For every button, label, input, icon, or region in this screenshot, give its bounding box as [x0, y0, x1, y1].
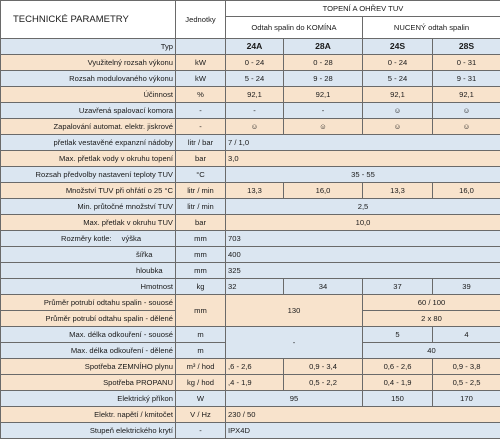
table-row: [1, 167, 500, 183]
cell-value: 3,0: [226, 151, 500, 167]
row-label: Max. délka odkouření - souosé: [1, 327, 176, 343]
row-unit: %: [176, 87, 226, 103]
cell-value: 703: [226, 231, 500, 247]
cell-value: 39: [433, 279, 500, 295]
cell-value: 0,5 - 2,2: [284, 375, 363, 391]
row-label: Spotřeba PROPANU: [1, 375, 176, 391]
row-unit: m³ / hod: [176, 359, 226, 375]
cell-value: 2 x 80: [363, 311, 500, 327]
cell-value: 7 / 1,0: [226, 135, 500, 151]
table-row: [1, 375, 500, 391]
cell-value: 5 - 24: [363, 71, 433, 87]
chimney-exhaust-header: Odtah spalin do KOMÍNA: [226, 17, 363, 39]
row-unit: bar: [176, 151, 226, 167]
cell-value: 0,9 - 3,4: [284, 359, 363, 375]
smiley-icon: ☺: [363, 103, 433, 119]
cell-value: 13,3: [226, 183, 284, 199]
row-label: Max. přetlak v okruhu TUV: [1, 215, 176, 231]
table-row: [1, 231, 500, 247]
table-row: [1, 279, 500, 295]
row-unit: litr / bar: [176, 135, 226, 151]
cell-value: 13,3: [363, 183, 433, 199]
cell-value: 92,1: [363, 87, 433, 103]
row-label: Rozsah předvolby nastavení teploty TUV: [1, 167, 176, 183]
row-label: šířka: [1, 247, 176, 263]
table-row: [1, 327, 500, 343]
cell-value: 0 - 31: [433, 55, 500, 71]
cell-value: 4: [433, 327, 500, 343]
cell-value: 400: [226, 247, 500, 263]
cell-value: 10,0: [226, 215, 500, 231]
row-unit: mm: [176, 231, 226, 247]
cell-value: -: [226, 327, 363, 359]
row-unit: W: [176, 391, 226, 407]
forced-exhaust-header: NUCENÝ odtah spalin: [363, 17, 500, 39]
row-unit: mm: [176, 247, 226, 263]
group-header: TOPENÍ A OHŘEV TUV: [226, 1, 500, 17]
dimensions-label: Rozměry kotle:: [61, 234, 112, 243]
smiley-icon: ☺: [363, 119, 433, 135]
table-row: [1, 247, 500, 263]
row-label: Průměr potrubí odtahu spalin - souosé: [1, 295, 176, 311]
type-row: [1, 39, 500, 55]
row-unit: mm: [176, 263, 226, 279]
row-label: Průměr potrubí odtahu spalin - dělené: [1, 311, 176, 327]
row-unit: litr / min: [176, 199, 226, 215]
cell-value: 92,1: [433, 87, 500, 103]
cell-value: 35 - 55: [226, 167, 500, 183]
row-label: Hmotnost: [1, 279, 176, 295]
row-label: Min. průtočné množství TUV: [1, 199, 176, 215]
row-unit: V / Hz: [176, 407, 226, 423]
table-row: [1, 71, 500, 87]
row-unit: m: [176, 327, 226, 343]
row-label: Max. délka odkouření - dělené: [1, 343, 176, 359]
cell-value: 92,1: [284, 87, 363, 103]
row-unit: m: [176, 343, 226, 359]
row-unit: kW: [176, 71, 226, 87]
cell-value: 150: [363, 391, 433, 407]
row-label: Typ: [1, 39, 176, 55]
row-unit: bar: [176, 215, 226, 231]
units-header: Jednotky: [176, 1, 226, 39]
row-label: Množství TUV při ohřátí o 25 °C: [1, 183, 176, 199]
table-row: [1, 119, 500, 135]
row-unit: °C: [176, 167, 226, 183]
table-row: [1, 263, 500, 279]
row-unit: -: [176, 423, 226, 439]
table-row: [1, 423, 500, 439]
cell-value: 2,5: [226, 199, 500, 215]
cell-value: 9 - 28: [284, 71, 363, 87]
table-row: [1, 87, 500, 103]
row-label: Využitelný rozsah výkonu: [1, 55, 176, 71]
row-unit: kg / hod: [176, 375, 226, 391]
model-28s: 28S: [433, 39, 500, 55]
row-label: Účinnost: [1, 87, 176, 103]
cell-value: 0,5 - 2,5: [433, 375, 500, 391]
table-row: [1, 103, 500, 119]
cell-value: 5 - 24: [226, 71, 284, 87]
row-label: Max. přetlak vody v okruhu topení: [1, 151, 176, 167]
cell-value: 5: [363, 327, 433, 343]
cell-value: 32: [226, 279, 284, 295]
table-row: [1, 135, 500, 151]
table-title: TECHNICKÉ PARAMETRY: [1, 1, 176, 39]
cell-value: IPX4D: [226, 423, 500, 439]
row-label: Elektr. napětí / kmitočet: [1, 407, 176, 423]
table-row: [1, 391, 500, 407]
cell-value: 16,0: [284, 183, 363, 199]
cell-value: 95: [226, 391, 363, 407]
table-row: [1, 55, 500, 71]
row-label: Rozsah modulovaného výkonu: [1, 71, 176, 87]
row-unit: kg: [176, 279, 226, 295]
cell-value: -: [284, 103, 363, 119]
model-28a: 28A: [284, 39, 363, 55]
smiley-icon: ☺: [433, 119, 500, 135]
row-label: Elektrický příkon: [1, 391, 176, 407]
row-label: hloubka: [1, 263, 176, 279]
row-unit: -: [176, 103, 226, 119]
cell-value: 230 / 50: [226, 407, 500, 423]
row-unit: mm: [176, 295, 226, 327]
row-unit: kW: [176, 55, 226, 71]
model-24s: 24S: [363, 39, 433, 55]
cell-value: -: [226, 103, 284, 119]
cell-value: 34: [284, 279, 363, 295]
cell-value: 16,0: [433, 183, 500, 199]
row-label: Spotřeba ZEMNÍHO plynu: [1, 359, 176, 375]
cell-value: 0,4 - 1,9: [363, 375, 433, 391]
row-label: Uzavřená spalovací komora: [1, 103, 176, 119]
table-row: [1, 151, 500, 167]
cell-value: 130: [226, 295, 363, 327]
cell-value: 0,9 - 3,8: [433, 359, 500, 375]
table-row: [1, 215, 500, 231]
cell-value: ,4 - 1,9: [226, 375, 284, 391]
row-unit: -: [176, 119, 226, 135]
cell-value: 40: [363, 343, 500, 359]
table-row: [1, 199, 500, 215]
model-24a: 24A: [226, 39, 284, 55]
row-label: [1, 231, 176, 247]
row-label: Stupeň elektrického krytí: [1, 423, 176, 439]
table-row: [1, 183, 500, 199]
cell-value: 9 - 31: [433, 71, 500, 87]
cell-value: ,6 - 2,6: [226, 359, 284, 375]
row-label: přetlak vestavěné expanzní nádoby: [1, 135, 176, 151]
cell-value: 0 - 24: [226, 55, 284, 71]
cell-value: 0 - 28: [284, 55, 363, 71]
cell-value: 0 - 24: [363, 55, 433, 71]
row-unit: litr / min: [176, 183, 226, 199]
table-row: [1, 295, 500, 311]
cell-value: 60 / 100: [363, 295, 500, 311]
smiley-icon: ☺: [226, 119, 284, 135]
cell-value: 37: [363, 279, 433, 295]
cell-value: 92,1: [226, 87, 284, 103]
cell-value: 170: [433, 391, 500, 407]
row-label: Zapalování automat. elektr. jiskrové: [1, 119, 176, 135]
cell-value: 0,6 - 2,6: [363, 359, 433, 375]
cell-value: 325: [226, 263, 500, 279]
smiley-icon: ☺: [284, 119, 363, 135]
height-label: výška: [112, 234, 141, 243]
table-row: [1, 359, 500, 375]
smiley-icon: ☺: [433, 103, 500, 119]
table-row: [1, 407, 500, 423]
